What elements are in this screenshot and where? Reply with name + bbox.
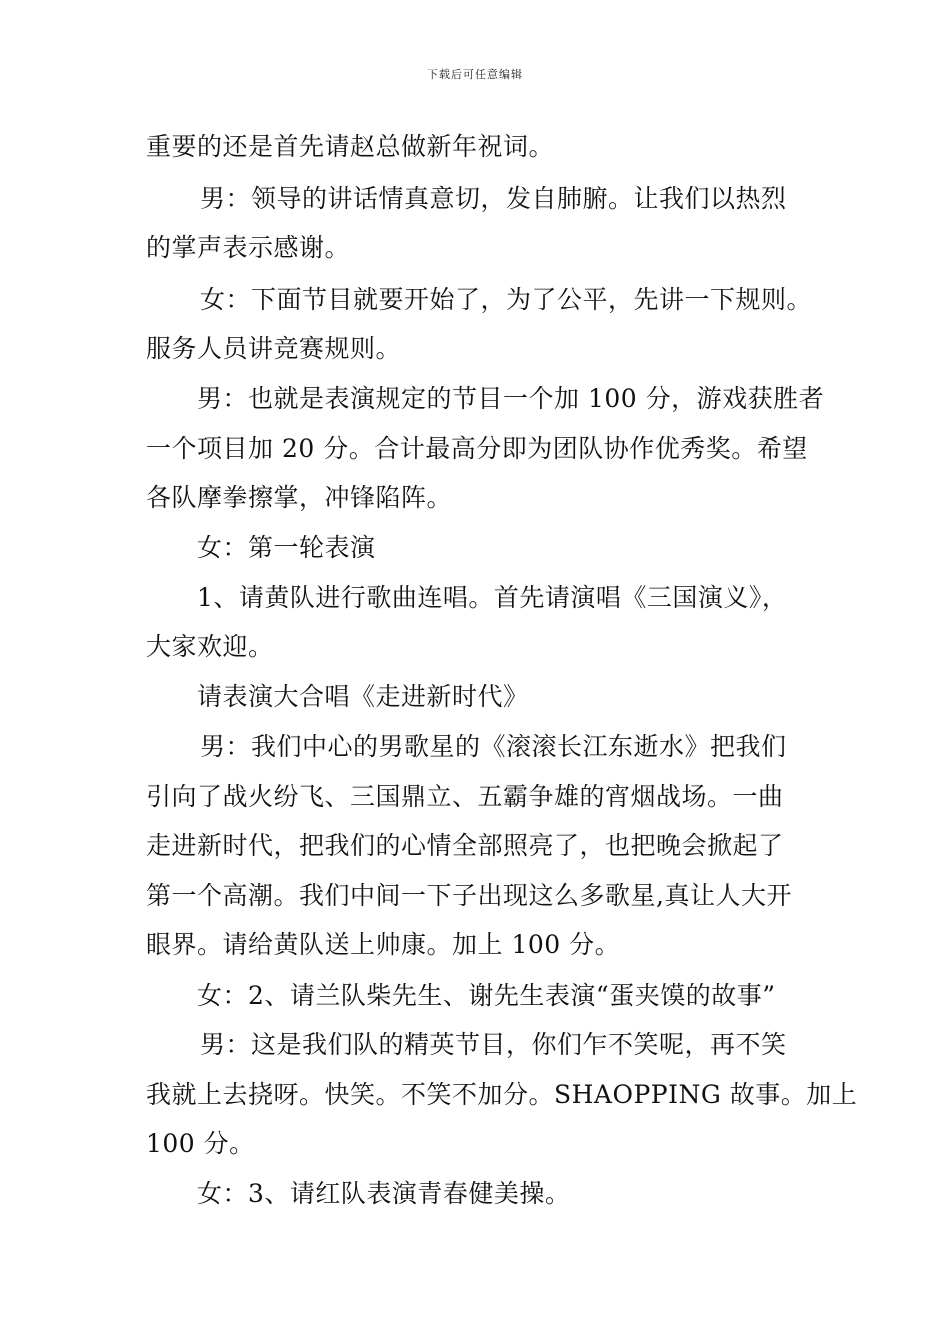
text-line: 女：第一轮表演 xyxy=(197,533,376,562)
text-line: 各队摩拳擦掌，冲锋陷阵。 xyxy=(146,483,453,512)
text-line: 引向了战火纷飞、三国鼎立、五霸争雄的宵烟战场。一曲 xyxy=(146,782,784,811)
text-line: 男：我们中心的男歌星的《滚滚长江东逝水》把我们 xyxy=(200,732,787,761)
text-line: 第一个高潮。我们中间一下子出现这么多歌星,真让人大开 xyxy=(146,881,792,910)
text-line: 服务人员讲竞赛规则。 xyxy=(146,334,402,363)
text-line: 走进新时代，把我们的心情全部照亮了，也把晚会掀起了 xyxy=(146,831,784,860)
text-line: 大家欢迎。 xyxy=(146,632,274,661)
text-line: 1、请黄队进行歌曲连唱。首先请演唱《三国演义》， xyxy=(197,583,788,612)
text-line: 眼界。请给黄队送上帅康。加上 100 分。 xyxy=(146,930,621,959)
text-line: 的掌声表示感谢。 xyxy=(146,233,351,262)
text-line: 一个项目加 20 分。合计最高分即为团队协作优秀奖。希望 xyxy=(146,434,808,463)
text-line: 男：也就是表演规定的节目一个加 100 分，游戏获胜者 xyxy=(197,384,825,413)
page-header-note: 下载后可任意编辑 xyxy=(427,68,523,81)
text-line: 男：领导的讲话情真意切，发自肺腑。让我们以热烈 xyxy=(200,184,787,213)
text-line: 重要的还是首先请赵总做新年祝词。 xyxy=(146,132,555,161)
text-line: 女：下面节目就要开始了，为了公平，先讲一下规则。 xyxy=(200,285,813,314)
text-line: 女：2、请兰队柴先生、谢先生表演“蛋夹馍的故事” xyxy=(197,981,776,1010)
text-line: 请表演大合唱《走进新时代》 xyxy=(197,682,529,711)
text-line: 100 分。 xyxy=(146,1129,255,1158)
text-line: 女：3、请红队表演青春健美操。 xyxy=(197,1179,571,1208)
text-line: 我就上去挠呀。快笑。不笑不加分。SHAOPPING 故事。加上 xyxy=(146,1080,858,1109)
text-line: 男：这是我们队的精英节目，你们乍不笑呢，再不笑 xyxy=(200,1030,787,1059)
